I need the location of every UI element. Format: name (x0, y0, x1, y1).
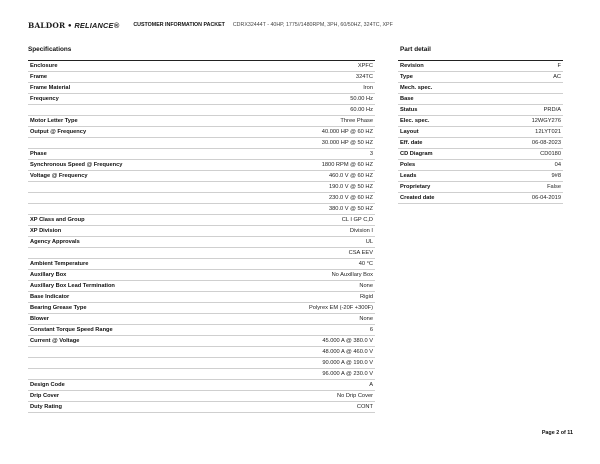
part-detail-heading: Part detail (400, 46, 431, 53)
spec-row (28, 391, 375, 402)
spec-label: Constant Torque Speed Range (28, 325, 232, 336)
spec-row (28, 270, 375, 281)
part-detail-row (398, 182, 563, 193)
spec-row (28, 193, 375, 204)
spec-label: Output @ Frequency (28, 127, 232, 138)
spec-label: Design Code (28, 380, 232, 391)
part-detail-row (398, 83, 563, 94)
spec-value: CL I GP C,D (232, 215, 376, 226)
spec-row (28, 292, 375, 303)
part-detail-label: Created date (398, 193, 486, 204)
part-detail-label: Mech. spec. (398, 83, 486, 94)
spec-label: Enclosure (28, 61, 232, 72)
part-detail-label: Base (398, 94, 486, 105)
spec-value: 45.000 A @ 380.0 V (232, 336, 376, 347)
part-detail-row (398, 193, 563, 204)
part-detail-value: 06-08-2023 (486, 138, 563, 149)
spec-value: Three Phase (232, 116, 376, 127)
part-detail-label: Status (398, 105, 486, 116)
spec-label: Frame (28, 72, 232, 83)
spec-label (28, 193, 232, 204)
spec-label: Ambient Temperature (28, 259, 232, 270)
spec-value: None (232, 281, 376, 292)
spec-label (28, 182, 232, 193)
document-header (28, 19, 393, 31)
part-detail-row (398, 149, 563, 160)
spec-row (28, 347, 375, 358)
spec-value: 50.00 Hz (232, 94, 376, 105)
part-detail-value: 12WGY276 (486, 116, 563, 127)
spec-row (28, 314, 375, 325)
spec-row (28, 171, 375, 182)
spec-value: None (232, 314, 376, 325)
spec-value: Division I (232, 226, 376, 237)
spec-row (28, 336, 375, 347)
spec-label (28, 369, 232, 380)
spec-value: 96.000 A @ 230.0 V (232, 369, 376, 380)
spec-label: Duty Rating (28, 402, 232, 413)
spec-label (28, 138, 232, 149)
spec-label: Synchronous Speed @ Frequency (28, 160, 232, 171)
spec-label (28, 105, 232, 116)
spec-row (28, 281, 375, 292)
spec-label: Current @ Voltage (28, 336, 232, 347)
part-detail-label: Poles (398, 160, 486, 171)
spec-row (28, 237, 375, 248)
part-detail-value: F (486, 61, 563, 72)
spec-label: Drip Cover (28, 391, 232, 402)
part-detail-row (398, 160, 563, 171)
part-detail-value: CD0180 (486, 149, 563, 160)
part-detail-value: 04 (486, 160, 563, 171)
part-detail-row (398, 116, 563, 127)
spec-value: 30.000 HP @ 50 HZ (232, 138, 376, 149)
spec-value: 190.0 V @ 50 HZ (232, 182, 376, 193)
part-detail-value: False (486, 182, 563, 193)
document-title: CUSTOMER INFORMATION PACKET (133, 22, 225, 28)
spec-row (28, 149, 375, 160)
part-detail-row (398, 138, 563, 149)
spec-value: 90.000 A @ 190.0 V (232, 358, 376, 369)
spec-row (28, 248, 375, 259)
spec-row (28, 116, 375, 127)
spec-row (28, 105, 375, 116)
spec-value: 460.0 V @ 60 HZ (232, 171, 376, 182)
spec-value: 230.0 V @ 60 HZ (232, 193, 376, 204)
part-detail-row (398, 94, 563, 105)
part-detail-row (398, 72, 563, 83)
spec-label: Phase (28, 149, 232, 160)
spec-value: Iron (232, 83, 376, 94)
spec-row (28, 127, 375, 138)
part-detail-label: Elec. spec. (398, 116, 486, 127)
part-detail-value: AC (486, 72, 563, 83)
part-detail-label: CD Diagram (398, 149, 486, 160)
brand-logo: BALDOR • RELIANCE® (28, 20, 120, 30)
spec-label: Agency Approvals (28, 237, 232, 248)
spec-row (28, 94, 375, 105)
spec-value: Rigid (232, 292, 376, 303)
document-subtitle: CDRX32444T - 40HP, 1775//1480RPM, 3PH, 60/50HZ, 324TC, XPF (232, 22, 393, 28)
spec-value: No Drip Cover (232, 391, 376, 402)
spec-row (28, 72, 375, 83)
spec-value: CSA EEV (232, 248, 376, 259)
spec-label: Motor Letter Type (28, 116, 232, 127)
spec-label: Bearing Grease Type (28, 303, 232, 314)
spec-value: Polyrex EM (-20F +300F) (232, 303, 376, 314)
spec-label (28, 347, 232, 358)
spec-label: Frequency (28, 94, 232, 105)
spec-row (28, 61, 375, 72)
spec-row (28, 182, 375, 193)
spec-value: 1800 RPM @ 60 HZ (232, 160, 376, 171)
spec-value: UL (232, 237, 376, 248)
spec-value: 3 (232, 149, 376, 160)
spec-label: Auxillary Box (28, 270, 232, 281)
spec-value: No Auxillary Box (232, 270, 376, 281)
specifications-table (28, 60, 375, 413)
spec-label: XP Division (28, 226, 232, 237)
part-detail-row (398, 127, 563, 138)
part-detail-table (398, 60, 563, 204)
spec-row (28, 226, 375, 237)
spec-row (28, 204, 375, 215)
spec-row (28, 259, 375, 270)
spec-row (28, 138, 375, 149)
spec-label (28, 248, 232, 259)
spec-value: XPFC (232, 61, 376, 72)
spec-row (28, 160, 375, 171)
part-detail-value: PRD/A (486, 105, 563, 116)
spec-value: 40 °C (232, 259, 376, 270)
spec-value: A (232, 380, 376, 391)
part-detail-value (486, 83, 563, 94)
spec-value: 324TC (232, 72, 376, 83)
part-detail-label: Revision (398, 61, 486, 72)
specifications-heading: Specifications (28, 46, 72, 53)
spec-value: CONT (232, 402, 376, 413)
part-detail-row (398, 105, 563, 116)
spec-label: Frame Material (28, 83, 232, 94)
spec-label: Blower (28, 314, 232, 325)
spec-label: Base Indicator (28, 292, 232, 303)
spec-row (28, 358, 375, 369)
part-detail-row (398, 61, 563, 72)
part-detail-label: Eff. date (398, 138, 486, 149)
spec-value: 60.00 Hz (232, 105, 376, 116)
spec-value: 380.0 V @ 50 HZ (232, 204, 376, 215)
spec-label: XP Class and Group (28, 215, 232, 226)
spec-row (28, 303, 375, 314)
part-detail-label: Leads (398, 171, 486, 182)
page-number: Page 2 of 11 (541, 430, 573, 436)
part-detail-value: 9#8 (486, 171, 563, 182)
spec-row (28, 369, 375, 380)
spec-row (28, 215, 375, 226)
spec-label (28, 358, 232, 369)
part-detail-label: Layout (398, 127, 486, 138)
part-detail-row (398, 171, 563, 182)
part-detail-value: 06-04-2019 (486, 193, 563, 204)
spec-value: 40.000 HP @ 60 HZ (232, 127, 376, 138)
spec-value: 48.000 A @ 460.0 V (232, 347, 376, 358)
spec-row (28, 402, 375, 413)
part-detail-value: 12LYT021 (486, 127, 563, 138)
spec-value: 6 (232, 325, 376, 336)
spec-label: Voltage @ Frequency (28, 171, 232, 182)
part-detail-label: Proprietary (398, 182, 486, 193)
spec-row (28, 380, 375, 391)
spec-row (28, 325, 375, 336)
part-detail-label: Type (398, 72, 486, 83)
part-detail-value (486, 94, 563, 105)
spec-label: Auxillary Box Lead Termination (28, 281, 232, 292)
spec-label (28, 204, 232, 215)
spec-row (28, 83, 375, 94)
